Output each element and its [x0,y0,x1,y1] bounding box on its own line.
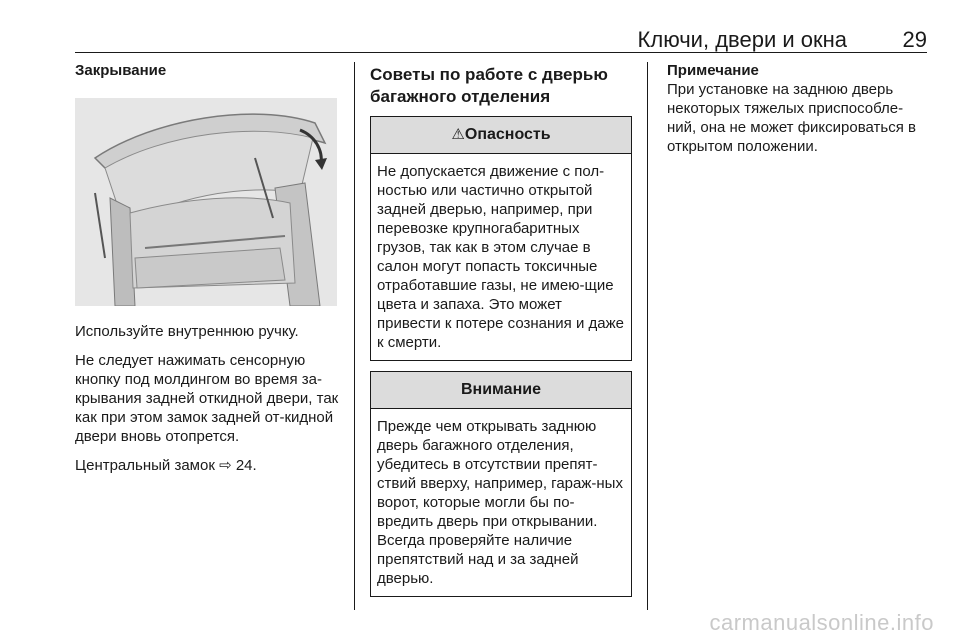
page-reference-arrow-icon: ⇨ [219,457,232,474]
column-divider-2 [647,62,648,610]
caution-body [371,409,631,596]
caution-header: Внимание [371,372,631,409]
tailgate-illustration [75,98,337,306]
warning-triangle-icon: ⚠ [451,126,465,143]
closing-para-1: Используйте внутреннюю ручку. [75,323,299,340]
caution-text: Прежде чем открывать заднюю дверь багажного отделения, убедитесь в отсутствии препят-ствий вверху, например, гараж-ных ворот, которые могли бы по-вредить дверь при открывании. Всегда проверяйте наличие препятствий над и за задней дверью. [377,418,623,587]
page-number: 29 [902,27,927,52]
section-title: Ключи, двери и окна [637,27,847,52]
note-heading: Примечание [667,62,759,79]
column-divider-1 [354,62,355,610]
column-tips [370,62,632,597]
note-text: При установке на заднюю дверь некоторых тяжелых приспособле-ний, она не может фиксироваться в открытом положении. [667,81,916,155]
danger-text: Не допускается движение с пол-ностью или частично открытой задней дверью, например, при перевозке крупногабаритных грузов, так как в этом случае в салон могут попасть токсичные отработавшие газы, не имею-щие цвета и запаха. Это может привести к потере сознания и даже к смерти. [377,163,624,351]
closing-para-3 [75,456,345,475]
closing-para-2: Не следует нажимать сенсорную кнопку под молдингом во время за-крывания задней откидной двери, так как при этом замок задней от-кидной двери вновь отопрется. [75,352,339,445]
header-rule [75,52,927,53]
danger-header [371,117,631,154]
central-lock-text: Центральный замок [75,457,220,474]
caution-box [370,371,632,597]
tips-heading: Советы по работе с дверью багажного отделения [370,65,608,106]
danger-title: Опасность [464,126,551,143]
page-header [75,28,927,52]
danger-box [370,116,632,361]
closing-heading: Закрывание [75,62,167,79]
column-closing [75,62,345,475]
column-note [667,62,929,156]
central-lock-page-ref[interactable]: 24. [235,457,257,474]
danger-body [371,154,631,360]
watermark: carmanualsonline.info [709,610,934,635]
